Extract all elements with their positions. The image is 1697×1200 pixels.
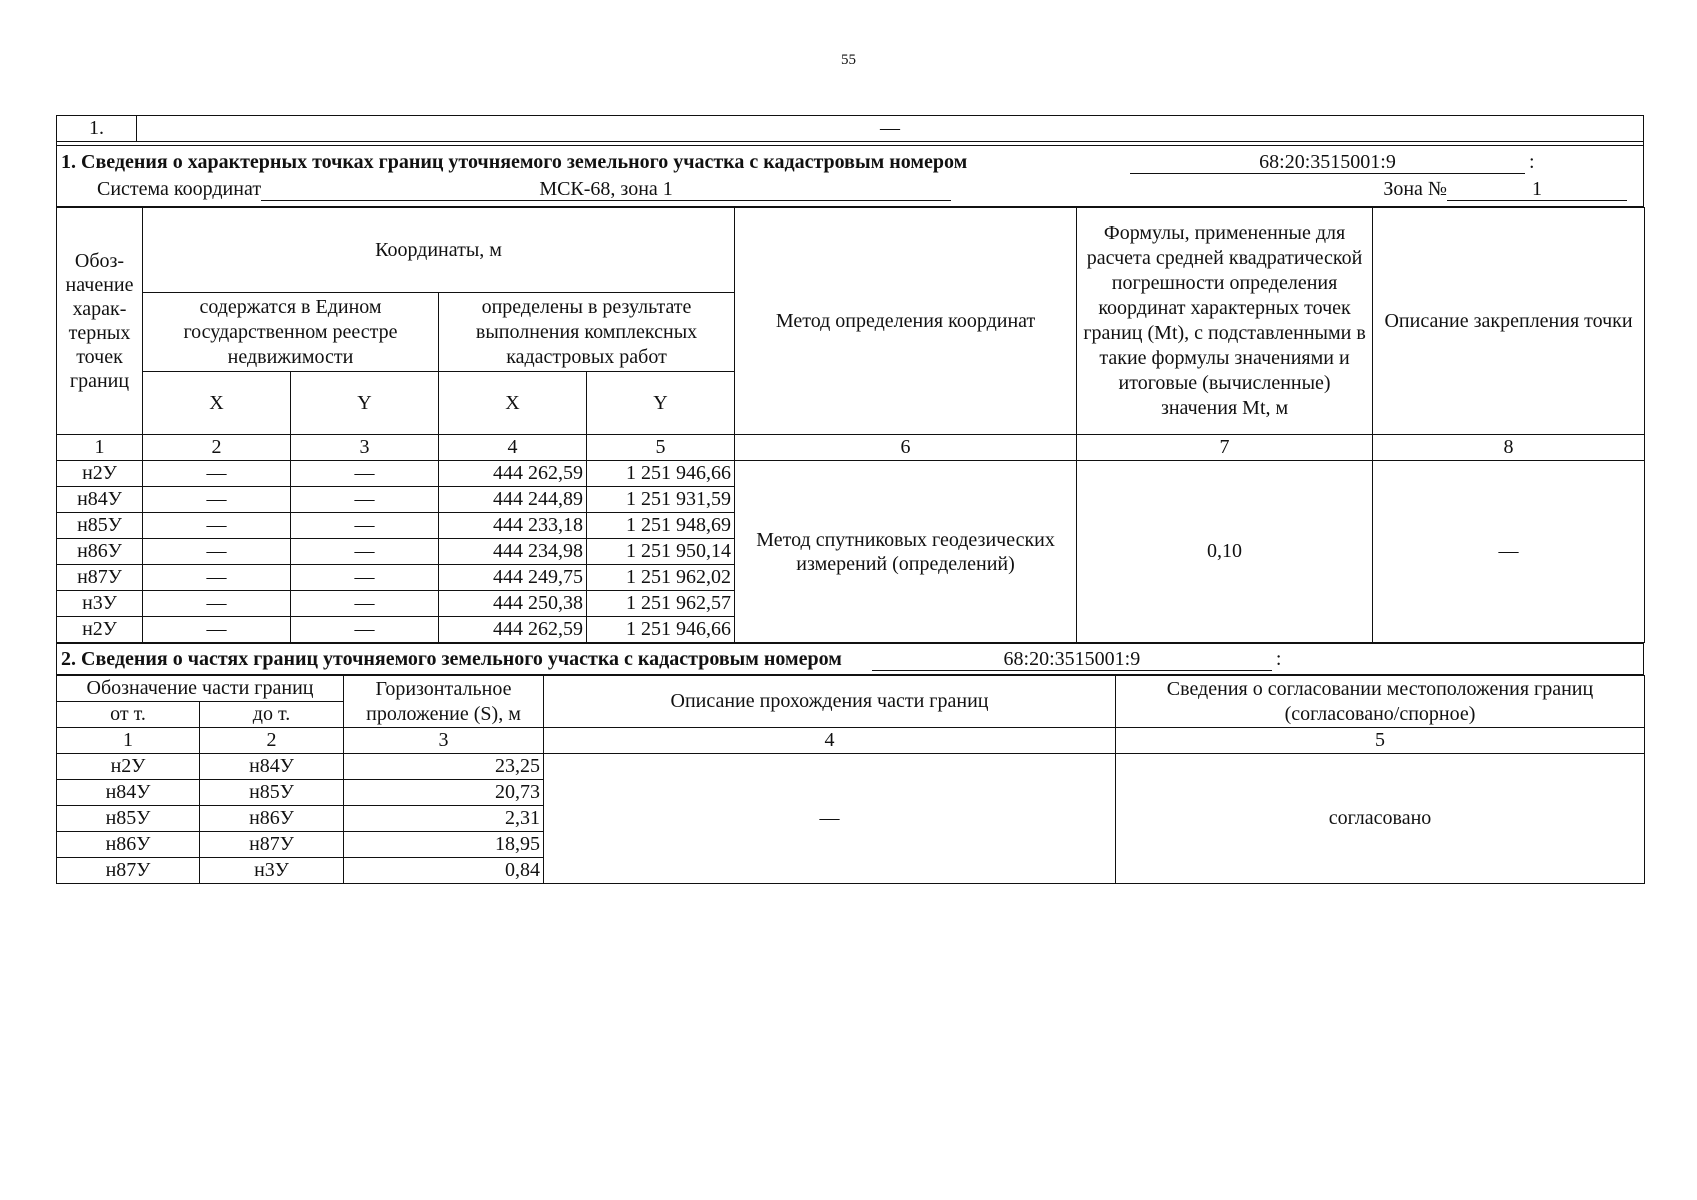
col-number: 3 <box>291 435 439 461</box>
header-description: Описание прохождения части границ <box>544 676 1116 728</box>
header-fixing: Описание закрепления точки <box>1373 208 1645 435</box>
point-name: н85У <box>57 513 143 539</box>
page-number: 55 <box>841 52 856 68</box>
top-row-value: — <box>137 116 1644 142</box>
col-number: 1 <box>57 728 200 754</box>
horizontal-value: 23,25 <box>344 754 544 780</box>
y-registry: — <box>291 591 439 617</box>
point-name: н86У <box>57 539 143 565</box>
y-registry: — <box>291 617 439 643</box>
col-number: 2 <box>200 728 344 754</box>
table-row <box>57 461 1645 487</box>
header-part-designation: Обозначение части границ <box>57 676 344 702</box>
top-row-number: 1. <box>57 116 137 142</box>
col-number: 2 <box>143 435 291 461</box>
y-value: 1 251 950,14 <box>587 539 735 565</box>
horizontal-value: 18,95 <box>344 832 544 858</box>
col-number: 4 <box>439 435 587 461</box>
mt-value: 0,10 <box>1077 461 1373 643</box>
y-value: 1 251 962,02 <box>587 565 735 591</box>
header-coordinates: Координаты, м <box>143 208 735 293</box>
section1-colon: : <box>1529 151 1535 173</box>
from-point: н87У <box>57 858 200 884</box>
x-value: 444 262,59 <box>439 461 587 487</box>
horizontal-value: 20,73 <box>344 780 544 806</box>
section1-title: 1. Сведения о характерных точках границ уточняемого земельного участка с кадастровым номером <box>61 151 968 173</box>
section2-title: 2. Сведения о частях границ уточняемого земельного участка с кадастровым номером <box>61 647 842 670</box>
header-in-registry: содержатся в Едином государственном реестре недвижимости <box>143 293 439 372</box>
from-point: н86У <box>57 832 200 858</box>
header-method: Метод определения координат <box>735 208 1077 435</box>
col-number: 5 <box>587 435 735 461</box>
col-number: 6 <box>735 435 1077 461</box>
col-number: 5 <box>1116 728 1645 754</box>
header-agreement: Сведения о согласовании местоположения границ (согласовано/спорное) <box>1116 676 1645 728</box>
col-number: 8 <box>1373 435 1645 461</box>
y-value: 1 251 946,66 <box>587 461 735 487</box>
document-sheet <box>56 115 1644 884</box>
header-determined: определены в результате выполнения комплексных кадастровых работ <box>439 293 735 372</box>
x-registry: — <box>143 487 291 513</box>
coord-system-value: МСК-68, зона 1 <box>261 178 951 201</box>
header-designation: Обоз-начение харак-терных точек границ <box>57 208 143 435</box>
header-y-determined: Y <box>587 372 735 435</box>
y-registry: — <box>291 565 439 591</box>
from-point: н85У <box>57 806 200 832</box>
y-value: 1 251 948,69 <box>587 513 735 539</box>
x-value: 444 250,38 <box>439 591 587 617</box>
section2-colon: : <box>1275 647 1282 670</box>
y-registry: — <box>291 461 439 487</box>
x-registry: — <box>143 539 291 565</box>
section2-parts-table <box>56 675 1645 884</box>
col-number: 1 <box>57 435 143 461</box>
section1-cadastral-number: 68:20:3515001:9 <box>1130 151 1525 174</box>
x-registry: — <box>143 461 291 487</box>
from-point: н2У <box>57 754 200 780</box>
x-value: 444 262,59 <box>439 617 587 643</box>
to-point: н84У <box>200 754 344 780</box>
col-number: 4 <box>544 728 1116 754</box>
y-value: 1 251 931,59 <box>587 487 735 513</box>
point-name: н87У <box>57 565 143 591</box>
x-registry: — <box>143 513 291 539</box>
x-registry: — <box>143 565 291 591</box>
x-value: 444 244,89 <box>439 487 587 513</box>
y-registry: — <box>291 513 439 539</box>
point-name: н2У <box>57 617 143 643</box>
coord-system-label: Система координат <box>97 178 262 200</box>
from-point: н84У <box>57 780 200 806</box>
point-name: н84У <box>57 487 143 513</box>
x-value: 444 233,18 <box>439 513 587 539</box>
top-row-table <box>56 115 1644 142</box>
header-horizontal: Горизонтальное проложение (S), м <box>344 676 544 728</box>
y-registry: — <box>291 487 439 513</box>
section2-header <box>56 643 1644 675</box>
horizontal-value: 2,31 <box>344 806 544 832</box>
to-point: н86У <box>200 806 344 832</box>
x-registry: — <box>143 617 291 643</box>
point-name: н2У <box>57 461 143 487</box>
col-number: 3 <box>344 728 544 754</box>
header-y-registry: Y <box>291 372 439 435</box>
section1-header <box>56 145 1644 207</box>
agreement-value: согласовано <box>1116 754 1645 884</box>
table-row <box>57 754 1645 780</box>
header-to: до т. <box>200 702 344 728</box>
to-point: н87У <box>200 832 344 858</box>
x-value: 444 249,75 <box>439 565 587 591</box>
header-from: от т. <box>57 702 200 728</box>
horizontal-value: 0,84 <box>344 858 544 884</box>
section1-points-table <box>56 207 1645 643</box>
method-value: Метод спутниковых геодезических измерений (определений) <box>735 461 1077 643</box>
col-number: 7 <box>1077 435 1373 461</box>
header-x-registry: X <box>143 372 291 435</box>
zone-label: Зона № <box>1383 178 1447 200</box>
fixing-value: — <box>1373 461 1645 643</box>
section2-cadastral-number: 68:20:3515001:9 <box>872 648 1272 671</box>
header-formulas: Формулы, примененные для расчета средней квадратической погрешности определения координат характерных точек границ (Mt), с подставленными в такие формулы значениями и итоговые (вычисленные) значения Mt, м <box>1077 208 1373 435</box>
description-value: — <box>544 754 1116 884</box>
point-name: н3У <box>57 591 143 617</box>
to-point: н85У <box>200 780 344 806</box>
y-registry: — <box>291 539 439 565</box>
header-x-determined: X <box>439 372 587 435</box>
y-value: 1 251 946,66 <box>587 617 735 643</box>
y-value: 1 251 962,57 <box>587 591 735 617</box>
to-point: н3У <box>200 858 344 884</box>
x-value: 444 234,98 <box>439 539 587 565</box>
x-registry: — <box>143 591 291 617</box>
zone-value: 1 <box>1447 178 1627 201</box>
